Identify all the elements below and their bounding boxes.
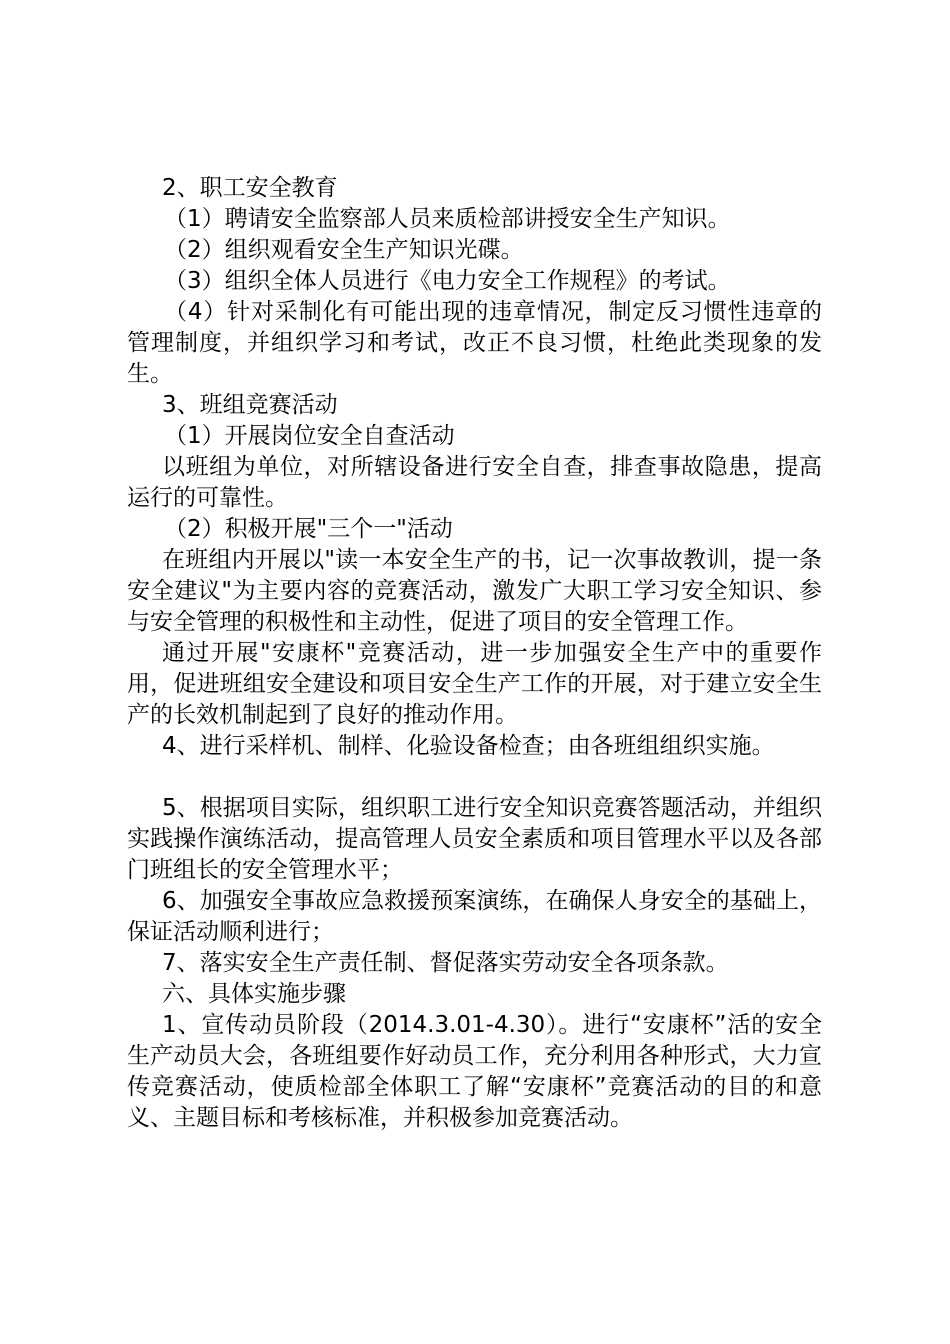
- list-item: （2）积极开展"三个一"活动: [164, 516, 453, 542]
- list-item: （1）聘请安全监察部人员来质检部讲授安全生产知识。: [164, 206, 731, 232]
- section-heading-implementation-steps: 六、具体实施步骤: [162, 981, 346, 1007]
- numbered-item: 4、进行采样机、制样、化验设备检查；由各班组组织实施。: [162, 733, 775, 759]
- list-item: （3）组织全体人员进行《电力安全工作规程》的考试。: [164, 268, 731, 294]
- body-paragraph: 在班组内开展以"读一本安全生产的书，记一次事故教训，提一条安全建议"为主要内容的竞赛活动，激发广大职工学习安全知识、参与安全管理的积极性和主动性，促进了项目的安全管理工作。: [127, 547, 822, 635]
- body-paragraph: 通过开展"安康杯"竞赛活动，进一步加强安全生产中的重要作用，促进班组安全建设和项目安全生产工作的开展，对于建立安全生产的长效机制起到了良好的推动作用。: [127, 640, 822, 728]
- section-heading-staff-safety-education: 2、职工安全教育: [162, 175, 338, 201]
- numbered-item: 5、根据项目实际，组织职工进行安全知识竞赛答题活动，并组织实践操作演练活动，提高管理人员安全素质和项目管理水平以及各部门班组长的安全管理水平；: [127, 795, 822, 883]
- list-item: （1）开展岗位安全自查活动: [164, 423, 455, 449]
- numbered-item: 6、加强安全事故应急救援预案演练，在确保人身安全的基础上，保证活动顺利进行；: [127, 888, 822, 945]
- list-item: （2）组织观看安全生产知识光碟。: [164, 237, 524, 263]
- numbered-item: 7、落实安全生产责任制、督促落实劳动安全各项条款。: [162, 950, 729, 976]
- list-item: （4）针对采制化有可能出现的违章情况，制定反习惯性违章的管理制度，并组织学习和考试，改正不良习惯，杜绝此类现象的发生。: [127, 299, 822, 387]
- document-body: [127, 173, 822, 1134]
- section-heading-team-competition: 3、班组竞赛活动: [162, 392, 338, 418]
- body-paragraph: 以班组为单位，对所辖设备进行安全自查，排查事故隐患，提高运行的可靠性。: [127, 454, 822, 511]
- numbered-item: 1、宣传动员阶段（2014.3.01-4.30）。进行“安康杯”活的安全生产动员大会，各班组要作好动员工作，充分利用各种形式，大力宣传竞赛活动，使质检部全体职工了解“安康杯”竞赛活动的目的和意义、主题目标和考核标准，并积极参加竞赛活动。: [127, 1012, 822, 1131]
